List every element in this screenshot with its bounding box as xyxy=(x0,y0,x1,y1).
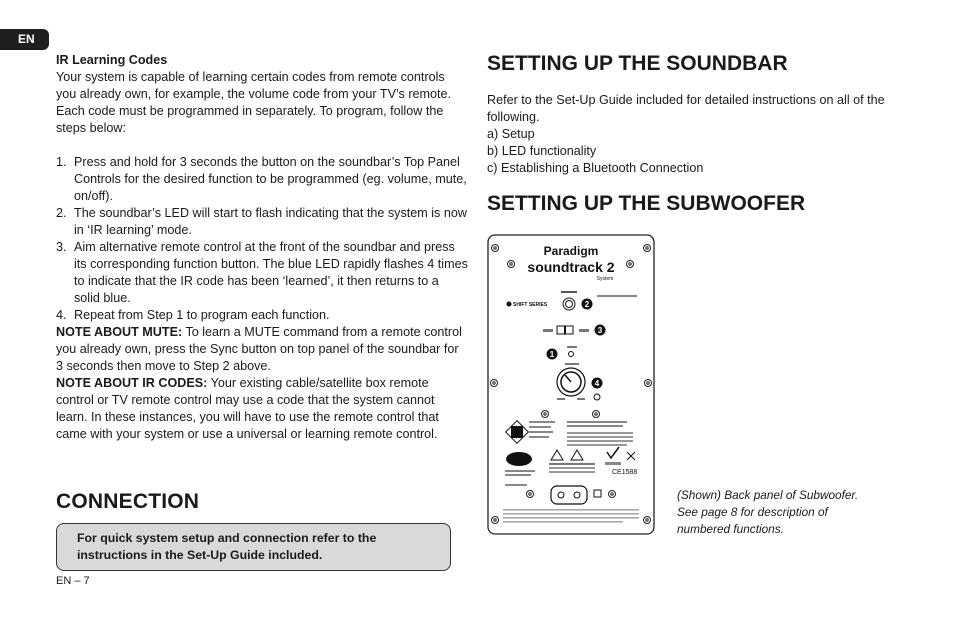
callout-2-label: 2 xyxy=(584,300,590,309)
soundbar-intro: Refer to the Set-Up Guide included for detailed instructions on all of the following. xyxy=(487,93,885,124)
callout-4-label: 4 xyxy=(594,379,600,388)
ir-step xyxy=(56,154,468,205)
ir-steps-list xyxy=(56,154,468,324)
note-mute-text: To learn a MUTE command from a remote control you already own, press the Sync button on top panel of the soundbar for 3 seconds then move to Step 2 above. xyxy=(56,325,462,373)
step-number: 4. xyxy=(56,308,67,322)
note-codes-text: Your existing cable/satellite box remote control or TV remote control may use a code that the system cannot learn. In these instances, you will have to use the remote control that came with your system or use a universal or learning remote control. xyxy=(56,376,439,441)
language-tab: EN xyxy=(0,29,49,50)
panel-system-label: System xyxy=(596,276,614,282)
note-codes-label: NOTE ABOUT IR CODES: xyxy=(56,376,208,390)
ir-learning-heading: IR Learning Codes xyxy=(56,53,168,67)
soundbar-item-led: b) LED functionality xyxy=(487,144,597,158)
connection-callout: For quick system setup and connection refer to the instructions in the Set-Up Guide included. xyxy=(56,523,451,571)
ir-step xyxy=(56,239,468,307)
shift-logo-icon xyxy=(507,302,512,307)
ir-step xyxy=(56,205,468,239)
soundbar-item-bluetooth: c) Establishing a Bluetooth Connection xyxy=(487,161,704,175)
step-text: The soundbar’s LED will start to flash indicating that the system is now in ‘IR learning’ mode. xyxy=(74,206,467,237)
soundbar-instructions xyxy=(487,92,887,177)
panel-brand-text: Paradigm xyxy=(543,244,599,258)
panel-product-text: soundtrack 2 xyxy=(527,259,615,275)
ir-learning-intro: Your system is capable of learning certain codes from remote controls you already own, for example, the volume code from your TV’s remote. Each code must be programmed in separately. To program, follow the steps below: xyxy=(56,70,452,135)
step-text: Repeat from Step 1 to program each function. xyxy=(74,308,330,322)
ce-mark: CE1588 xyxy=(612,469,638,476)
page-number: EN – 7 xyxy=(56,575,90,587)
soundbar-item-setup: a) Setup xyxy=(487,127,535,141)
subwoofer-heading: SETTING UP THE SUBWOOFER xyxy=(487,192,806,215)
callout-1-label: 1 xyxy=(549,350,555,359)
soundbar-heading: SETTING UP THE SOUNDBAR xyxy=(487,52,788,75)
step-text: Press and hold for 3 seconds the button on the soundbar’s Top Panel Controls for the desired function to be programmed (eg. volume, mute, on/off). xyxy=(74,155,467,203)
panel-shift-series: SHIFT SERIES xyxy=(513,302,548,308)
callout-3-label: 3 xyxy=(597,326,603,335)
step-number: 2. xyxy=(56,206,67,220)
subwoofer-back-panel-illustration xyxy=(487,234,655,535)
connection-heading: CONNECTION xyxy=(56,490,200,513)
panel-caption: (Shown) Back panel of Subwoofer. See page 8 for description of numbered functions. xyxy=(677,488,859,536)
step-number: 1. xyxy=(56,155,67,169)
note-mute-label: NOTE ABOUT MUTE: xyxy=(56,325,183,339)
ir-step xyxy=(56,307,468,324)
note-about-ir-codes xyxy=(56,375,468,443)
step-text: Aim alternative remote control at the front of the soundbar and press its corresponding function button. The blue LED rapidly flashes 4 times to indicate that the IR code has been ‘learned’, it then returns to a solid blue. xyxy=(74,240,468,305)
ir-learning-section xyxy=(56,52,468,443)
level-knob-icon xyxy=(557,368,585,396)
step-number: 3. xyxy=(56,240,67,254)
note-about-mute xyxy=(56,324,468,375)
